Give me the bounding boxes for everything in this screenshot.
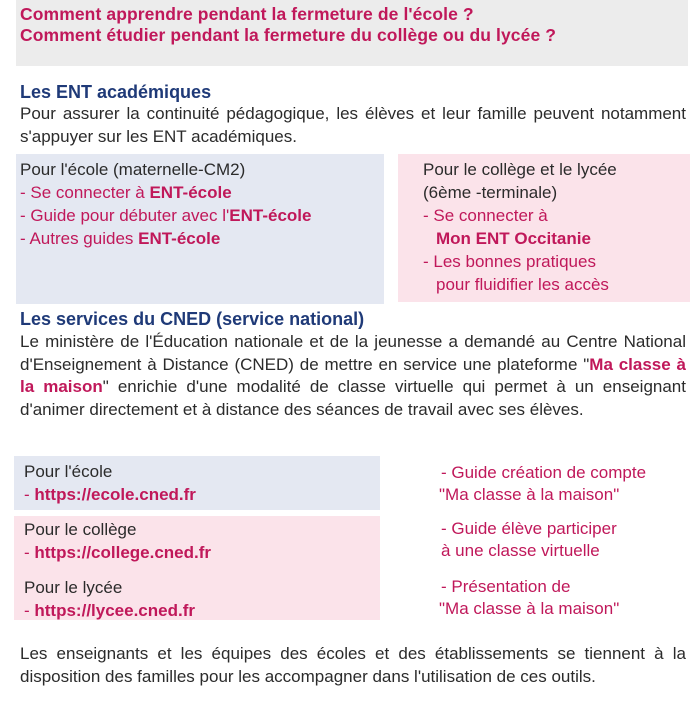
banner-title-line-1: Comment apprendre pendant la fermeture de l'école ? [20,4,474,24]
cned-secondary-box [14,516,380,620]
ent-college-practices-link[interactable] [423,250,609,296]
ent-college-subtitle: (6ème -terminale) [423,183,558,202]
ent-school-guide-highlight: ENT-école [229,206,312,225]
cned-school-url: https://ecole.cned.fr [34,485,196,504]
ent-college-practices-line1: - Les bonnes pratiques [423,252,596,271]
cned-guide-student-line1: - Guide élève participer [441,519,617,538]
cned-guide-account-link[interactable] [441,462,646,506]
cned-lycee-url-link[interactable] [24,599,195,622]
ent-school-other-highlight: ENT-école [138,229,221,248]
ent-college-connect-highlight: Mon ENT Occitanie [436,229,591,248]
ent-school-guide-prefix: - Guide pour débuter avec l' [20,206,230,225]
cned-college-label: Pour le collège [24,520,137,539]
cned-guide-student-link[interactable] [441,518,617,562]
ent-college-connect-prefix: - Se connecter à [423,206,548,225]
cned-lycee-url: https://lycee.cned.fr [34,601,195,620]
cned-intro-after: " enrichie d'une modalité de classe virtuelle qui permet à un enseignant d'animer directement et à distance des séances de travail avec ses élèves. [20,377,686,419]
ent-school-other-prefix: - Autres guides [20,229,139,248]
ent-school-connect-highlight: ENT-école [149,183,232,202]
ent-college-connect-link[interactable] [423,204,591,250]
cned-college-url: https://college.cned.fr [34,543,212,562]
cned-intro-highlight: Ma classe à la maison [20,354,686,396]
ent-college-title: Pour le collège et le lycée [423,160,617,179]
ent-school-other-guides-link[interactable] [20,227,220,250]
cned-heading: Les services du CNED (service national) [20,309,365,329]
cned-college-dash: - [24,543,35,562]
footer-paragraph: Les enseignants et les équipes des écoles et des établissements se tiennent à la disposition des familles pour les accompagner dans l'utilisation de ces outils. [20,644,686,686]
cned-presentation-link[interactable] [441,576,619,620]
cned-school-url-link[interactable] [24,483,196,506]
cned-school-box [14,456,380,510]
ent-intro-paragraph: Pour assurer la continuité pédagogique, les élèves et leur famille peuvent notamment s'appuyer sur les ENT académiques. [20,104,686,146]
banner-title-line-2: Comment étudier pendant la fermeture du collège ou du lycée ? [20,25,557,45]
ent-school-connect-prefix: - Se connecter à [20,183,150,202]
ent-college-box [398,154,690,302]
ent-school-guide-link[interactable] [20,204,311,227]
ent-school-connect-link[interactable] [20,181,232,204]
cned-presentation-line2: "Ma classe à la maison" [439,599,620,618]
cned-school-dash: - [24,485,35,504]
cned-intro-before: Le ministère de l'Éducation nationale et de la jeunesse a demandé au Centre National d'Enseignement à Distance (CNED) de mettre en service une plateforme " [20,332,686,374]
ent-college-practices-line2: pour fluidifier les accès [436,275,609,294]
cned-college-url-link[interactable] [24,541,211,564]
cned-presentation-line1: - Présentation de [441,577,571,596]
ent-heading: Les ENT académiques [20,82,212,102]
cned-school-label: Pour l'école [24,462,113,481]
ent-school-box [16,154,384,304]
cned-intro-paragraph [20,331,686,421]
ent-school-title: Pour l'école (maternelle-CM2) [20,160,246,179]
cned-guide-account-line2: "Ma classe à la maison" [439,485,620,504]
cned-lycee-label: Pour le lycée [24,578,123,597]
cned-lycee-dash: - [24,601,35,620]
cned-guide-account-line1: - Guide création de compte [441,463,647,482]
cned-guide-student-line2: à une classe virtuelle [441,541,600,560]
